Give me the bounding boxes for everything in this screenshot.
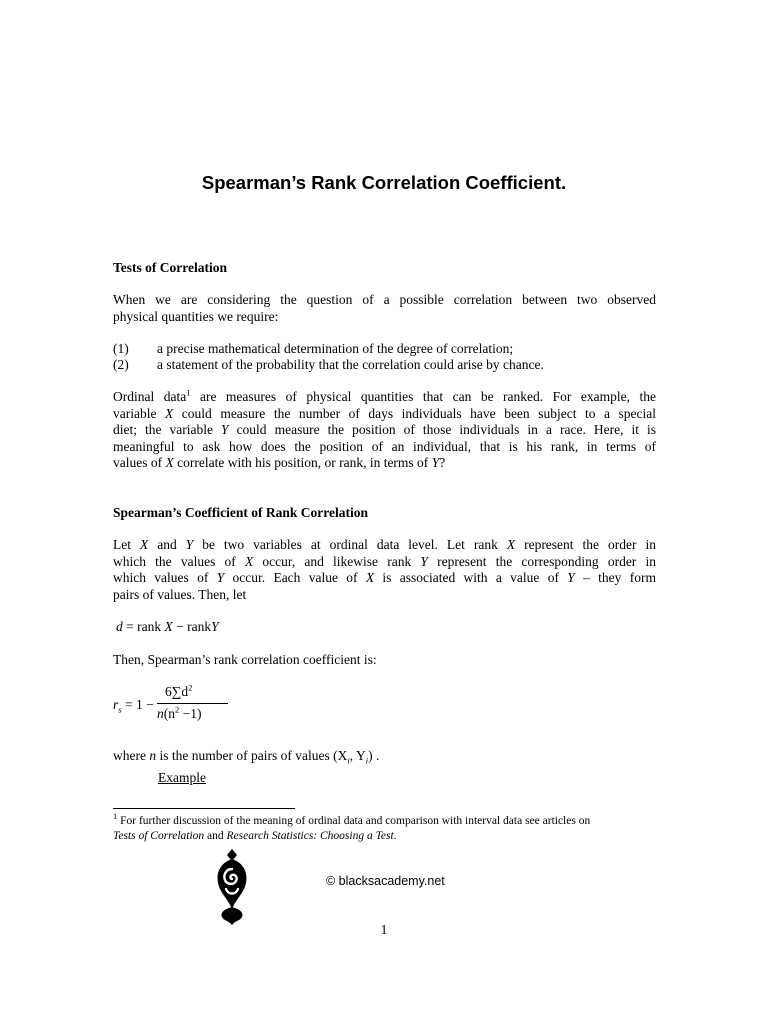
list-text: a precise mathematical determination of the degree of correlation;	[157, 341, 514, 356]
list-item-1	[113, 341, 513, 358]
footnote-mark: 1	[113, 811, 118, 822]
footnote-divider	[113, 808, 295, 809]
blacks-academy-logo-icon	[214, 849, 250, 925]
section-heading-tests-of-correlation: Tests of Correlation	[113, 260, 227, 275]
list-number: (1)	[113, 341, 129, 356]
footnote: $^1$ For further discussion of the meaning of ordinal data and comparison with interval data see articles on Tests of Correlation and Research Statistics: Choosing a Test.	[113, 811, 591, 842]
formula-denominator: $n(n^2 -1)$	[157, 704, 202, 721]
site-credit: © blacksacademy.net	[326, 874, 445, 888]
page-number: 1	[380, 922, 388, 937]
page-title: Spearman’s Rank Correlation Coefficient.	[201, 172, 567, 193]
footnote-reference[interactable]: 1	[186, 387, 191, 398]
intro-line-1: When we are considering the question of a possible correlation between two observed	[113, 292, 656, 307]
example-link[interactable]: Example	[158, 770, 206, 785]
list-text: a statement of the probability that the correlation could arise by chance.	[157, 357, 544, 372]
formula-lhs: $r_s = 1$ −	[113, 697, 154, 715]
formula-numerator: $6\sum d^2$	[165, 682, 193, 699]
footnote-link-research-statistics[interactable]: Research Statistics: Choosing a Test	[226, 830, 394, 842]
ordinal-data-paragraph: Ordinal data$^1$ are measures of physical quantities that can be ranked. For example, the variable X could measure the number of days individuals have been subject to a special diet; the variable Y could measure the position of those individuals in a race. Here, it is meaningful to ask how does the position of an individual, that is his rank, in terms of values of X correlate with his position, or rank, in terms of Y?	[113, 387, 656, 470]
where-n-line: where n is the number of pairs of values ($X_i$, $Y_i$) .	[113, 748, 380, 766]
fraction-bar	[157, 703, 228, 704]
section-heading-spearman-coefficient: Spearman’s Coefficient of Rank Correlation	[113, 505, 368, 520]
formula-intro-text: Then, Spearman’s rank correlation coefficient is:	[113, 652, 377, 667]
list-item-2	[113, 357, 544, 374]
footnote-link-tests-of-correlation[interactable]: Tests of Correlation	[113, 830, 205, 842]
intro-line-2: physical quantities we require:	[113, 308, 279, 324]
definition-paragraph: Let X and Y be two variables at ordinal data level. Let rank X represent the order in which the values of X occur, and likewise rank Y represent the corresponding order in which values of Y occur. Each value of X is associated with a value of Y – they form pairs of values. Then, let	[113, 537, 656, 602]
list-number: (2)	[113, 357, 129, 372]
intro-paragraph	[113, 292, 656, 325]
rank-difference-equation: d = rank X − rankY	[116, 619, 219, 634]
